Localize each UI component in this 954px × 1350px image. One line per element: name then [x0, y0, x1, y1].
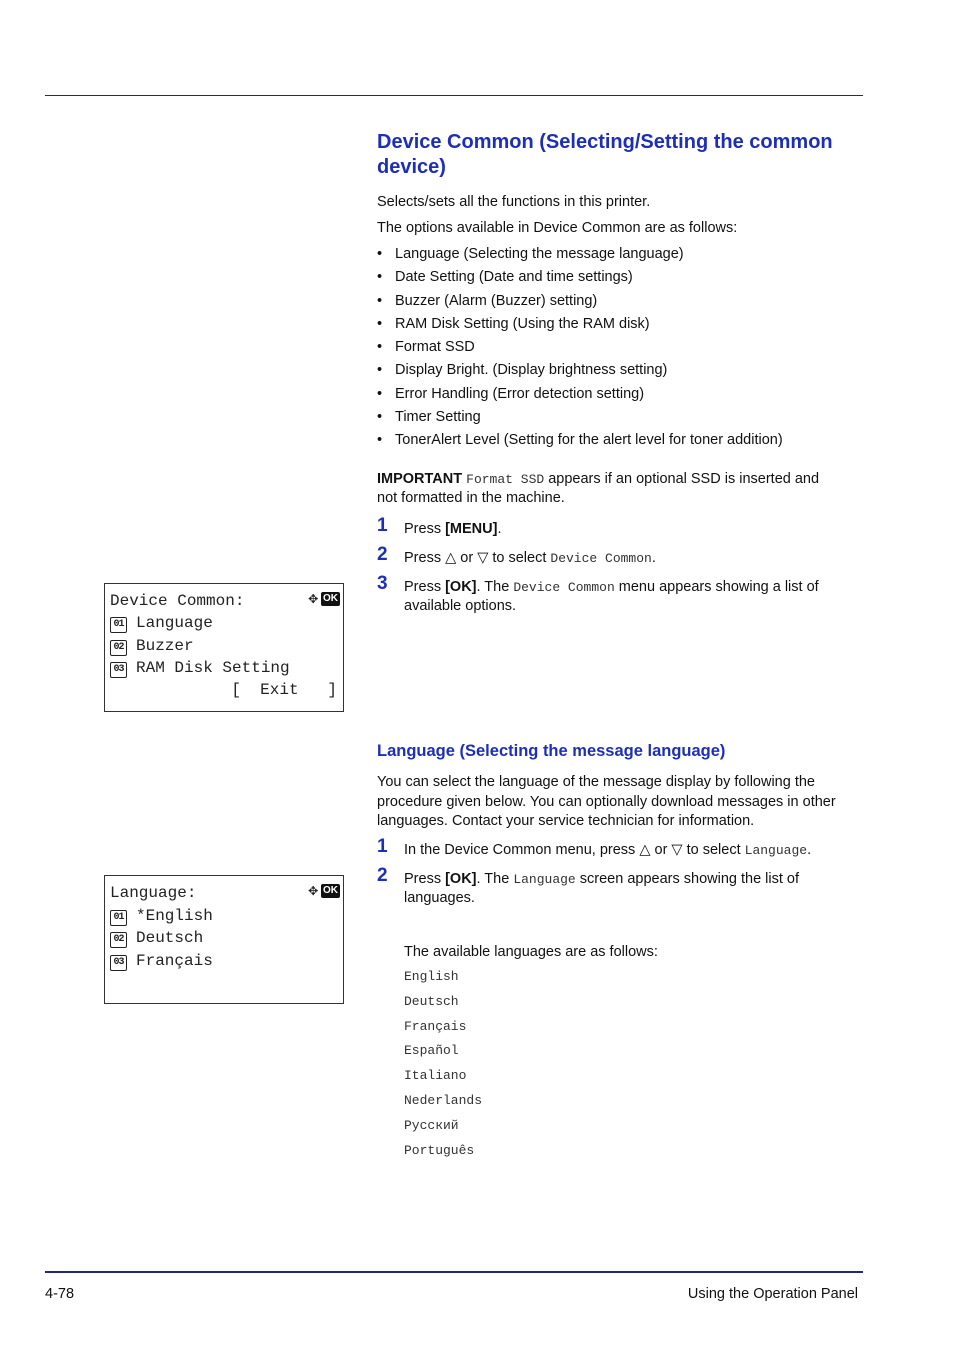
bullet-icon: • [377, 339, 383, 356]
list-item: Español [404, 1043, 459, 1059]
device-common-screen [104, 583, 344, 712]
key-label: [MENU] [445, 521, 498, 537]
list-item: • Format SSD [377, 339, 475, 356]
screen-title: Device Common: [110, 592, 245, 610]
item-number-icon: 03 [110, 955, 127, 971]
language-screen [104, 875, 344, 1004]
menu-item: 03 Français [110, 950, 213, 972]
bullet-icon: • [377, 269, 383, 286]
list-item: Français [404, 1018, 467, 1034]
important-label: IMPORTANT [377, 471, 463, 487]
intro-text-1: Selects/sets all the functions in this printer. [377, 194, 651, 210]
menu-item: 03 RAM Disk Setting [110, 657, 290, 679]
header-rule [45, 95, 863, 96]
list-item: • Date Setting (Date and time settings) [377, 269, 633, 286]
menu-item: 01 *English [110, 905, 213, 927]
section-title: Device Common (Selecting/Setting the common device) [377, 131, 833, 178]
bullet-icon: • [377, 362, 383, 379]
four-way-arrow-icon: ✥ [308, 882, 318, 900]
subsection-title: Language (Selecting the message language) [377, 742, 726, 760]
languages-list [404, 967, 482, 1165]
menu-item: 01 Language [110, 612, 213, 634]
list-item: • TonerAlert Level (Setting for the alert level for toner addition) [377, 432, 783, 449]
item-number-icon: 02 [110, 640, 127, 656]
key-label: [OK] [445, 579, 477, 595]
bullet-icon: • [377, 315, 383, 332]
list-item: • Buzzer (Alarm (Buzzer) setting) [377, 292, 598, 309]
list-item: • Timer Setting [377, 409, 481, 426]
exit-softkey: [ Exit ] [231, 681, 337, 699]
list-item: Português [404, 1142, 475, 1158]
step-number: 2 [377, 865, 388, 886]
item-number-icon: 02 [110, 932, 127, 948]
options-list [377, 245, 783, 455]
list-item: Deutsch [404, 993, 459, 1009]
step-a1: 1 Press [MENU]. [377, 515, 502, 537]
list-item: English [404, 969, 459, 984]
nav-indicator [308, 591, 340, 607]
lang-intro-2: procedure given below. You can optionally download messages in other [377, 794, 836, 810]
important-code: Format SSD [466, 472, 545, 487]
available-languages-label: The available languages are as follows: [404, 944, 658, 960]
list-item: • Display Bright. (Display brightness setting) [377, 362, 668, 379]
important-note [377, 470, 867, 508]
bullet-icon: • [377, 292, 383, 309]
list-item: • Error Handling (Error detection setting) [377, 385, 645, 402]
lang-intro-1: You can select the language of the message display by following the [377, 774, 815, 790]
bullet-icon: • [377, 432, 383, 449]
step-b2: 2 Press [OK]. The Language screen appears showing the list of languages. [377, 865, 800, 906]
step-number: 3 [377, 573, 388, 594]
step-b1: 1 In the Device Common menu, press △ or ▽ to select Language. [377, 836, 812, 858]
list-item: Русский [404, 1117, 459, 1133]
footer-rule [45, 1271, 863, 1273]
ok-icon: OK [323, 593, 338, 604]
lang-intro-3: languages. Contact your service technician for information. [377, 813, 755, 829]
nav-indicator [308, 883, 340, 899]
step-number: 1 [377, 515, 388, 536]
list-item: • Language (Selecting the message language) [377, 246, 684, 262]
step-a3: 3 Press [OK]. The Device Common menu appears showing a list of available options. [377, 573, 819, 614]
important-text-1: appears if an optional SSD is inserted and [548, 471, 820, 487]
four-way-arrow-icon: ✥ [308, 590, 318, 608]
step-number: 1 [377, 836, 388, 857]
bullet-icon: • [377, 246, 383, 262]
step-a2: 2 Press △ or ▽ to select Device Common. [377, 544, 656, 566]
list-item: Italiano [404, 1068, 467, 1084]
item-number-icon: 01 [110, 617, 127, 633]
item-number-icon: 01 [110, 910, 127, 926]
menu-item: 02 Deutsch [110, 927, 203, 949]
bullet-icon: • [377, 409, 383, 426]
item-number-icon: 03 [110, 662, 127, 678]
menu-item: 02 Buzzer [110, 635, 194, 657]
intro-text-2: The options available in Device Common are as follows: [377, 220, 738, 236]
list-item: • RAM Disk Setting (Using the RAM disk) [377, 315, 650, 332]
key-label: [OK] [445, 871, 477, 887]
page-number: 4-78 [45, 1286, 75, 1302]
step-number: 2 [377, 544, 388, 565]
screen-title: Language: [110, 884, 197, 902]
footer-section-title: Using the Operation Panel [687, 1286, 858, 1302]
important-text-2: not formatted in the machine. [377, 490, 565, 506]
list-item: Nederlands [404, 1092, 483, 1108]
bullet-icon: • [377, 385, 383, 402]
ok-icon: OK [323, 885, 338, 896]
